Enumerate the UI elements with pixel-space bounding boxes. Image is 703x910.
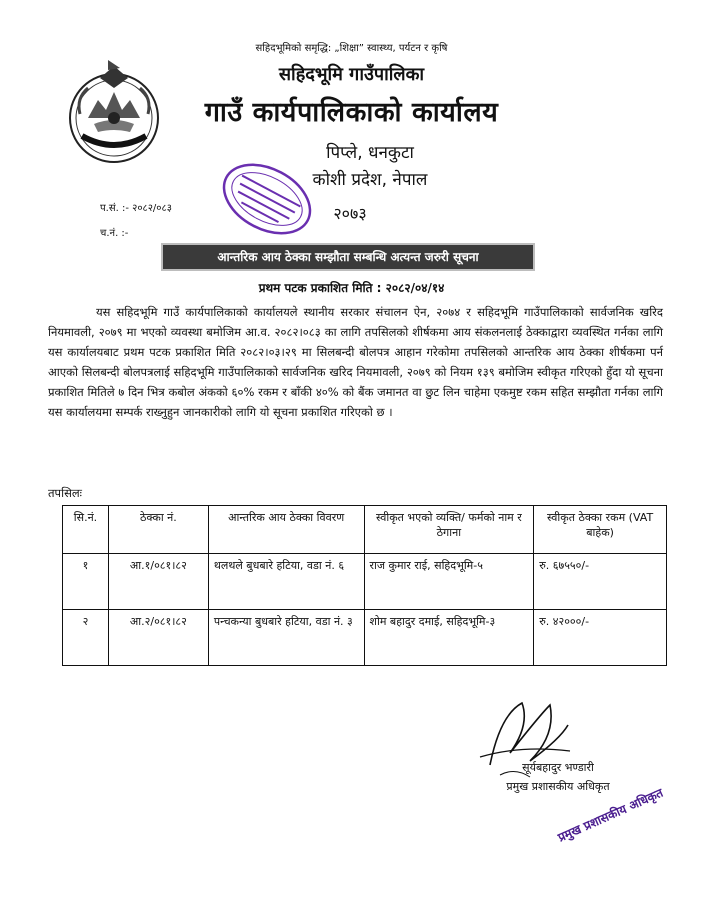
header-approved-amount: स्वीकृत ठेक्का रकम (VAT बाहेक) (534, 506, 667, 554)
municipality-name: सहिदभूमि गाउँपालिका (278, 64, 425, 85)
dispatch-number: च.नं. :- (100, 228, 129, 239)
cell-description: पन्चकन्या बुधबारे हटिया, वडा नं. ३ (208, 610, 364, 666)
motto: सहिदभूमिको समृद्धि: „शिक्षा” स्वास्थ्य, पर्यटन र कृषि (255, 43, 448, 54)
address-line-2: कोशी प्रदेश, नेपाल (312, 170, 428, 190)
header-approved-party: स्वीकृत भएको व्यक्ति/ फर्मको नाम र ठेगाना (364, 506, 534, 554)
header-serial: सि.नं. (63, 506, 109, 554)
table-row (63, 610, 667, 666)
schedule-label: तपसिलः (48, 486, 82, 500)
cell-serial: १ (63, 554, 109, 610)
notice-paragraph: यस सहिदभूमि गाउँ कार्यपालिकाको कार्यालयले स्थानीय सरकार संचालन ऐन, २०७४ र सहिदभूमि गाउँपालिकाको सार्वजनिक खरिद नियमावली, २०७९ मा भएको व्यवस्था बमोजिम आ.व. २०८२।०८३ का लागि तपसिलको शीर्षकमा आय संकलनलाई ठेक्काद्वारा व्यवस्थित गर्नका लागि यस कार्यालयबाट प्रथम पटक प्रकाशित मिति २०८२।०३।२९ मा सिलबन्दी बोलपत्र आहान गरेकोमा तपसिलको आन्तरिक आय ठेक्का शीर्षकमा पर्न आएको सिलबन्दी बोलपत्रलाई सहिदभूमि गाउँपालिकाको सार्वजनिक खरिद नियमावली, २०७९ को नियम १३९ बमोजिम स्वीकृत गरिएको हुँदा यो सूचना प्रकाशित मितिले ७ दिन भित्र कबोल अंकको ६०% रकम र बाँकी ४०% को बैंक जमानत वा छुट लिन चाहेमा एकमुष्ट रकम सहित सम्झौता गर्नका लागि यस कार्यालयमा सम्पर्क राख्नुहुन जानकारीको लागि यो सूचना प्रकाशित गरिएको छ । (48, 305, 663, 419)
established-year: २०७३ (333, 204, 367, 223)
cell-amount: रु. ४२०००/- (534, 610, 667, 666)
cell-contract-no: आ.२/०८१।८२ (108, 610, 208, 666)
table-row (63, 554, 667, 610)
reference-number: प.सं. :- २०८२/०८३ (100, 203, 172, 214)
office-stamp-icon (212, 160, 322, 238)
signatory-name: सूर्यबहादुर भण्डारी (522, 761, 594, 774)
address-line-1: पिप्ले, धनकुटा (326, 143, 414, 163)
cell-approved-party: शोम बहादुर दमाई, सहिदभूमि-३ (364, 610, 534, 666)
header-contract-no: ठेक्का नं. (108, 506, 208, 554)
cell-contract-no: आ.१/०८१।८२ (108, 554, 208, 610)
cell-serial: २ (63, 610, 109, 666)
contract-table (62, 505, 667, 666)
table-header-row (63, 506, 667, 554)
signature-icon (470, 695, 580, 790)
cell-approved-party: राज कुमार राई, सहिदभूमि-५ (364, 554, 534, 610)
cell-description: थलथले बुधबारे हटिया, वडा नं. ६ (208, 554, 364, 610)
notice-title: आन्तरिक आय ठेक्का सम्झौता सम्बन्धि अत्यन्त जरुरी सूचना (163, 245, 533, 269)
office-name: गाउँ कार्यपालिकाको कार्यालय (204, 97, 499, 128)
published-date: प्रथम पटक प्रकाशित मिति : २०८२/०४/१४ (258, 281, 445, 295)
signatory-title: प्रमुख प्रशासकीय अधिकृत (506, 780, 610, 793)
header-description: आन्तरिक आय ठेक्का विवरण (208, 506, 364, 554)
cell-amount: रु. ६७५५०/- (534, 554, 667, 610)
notice-body (48, 302, 663, 422)
official-designation-stamp: प्रमुख प्रशासकीय अधिकृत (555, 785, 666, 845)
